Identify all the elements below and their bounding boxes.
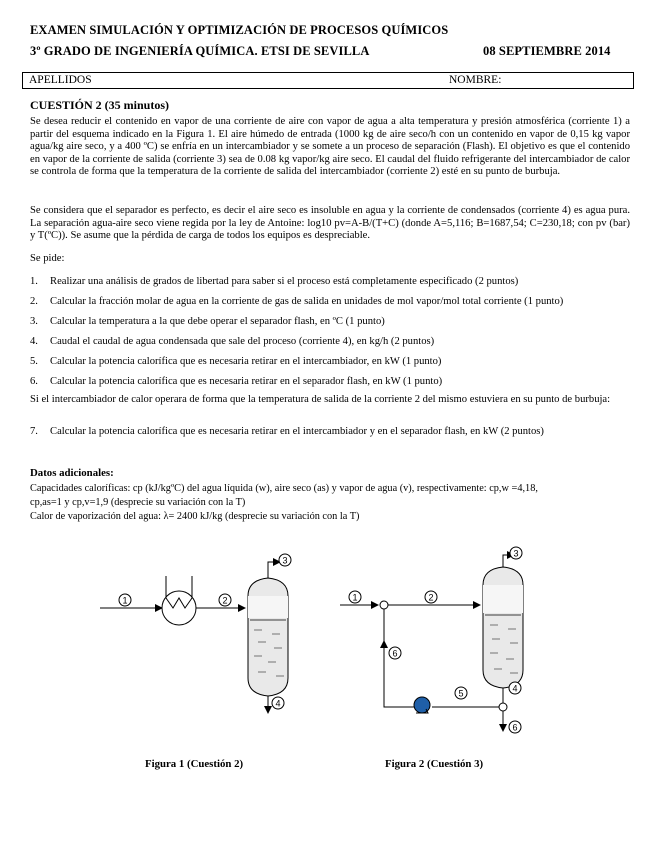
item-number: 3. <box>30 316 38 327</box>
list-item <box>30 426 630 439</box>
stream-label: 6 <box>392 648 398 659</box>
item-number: 6. <box>30 376 38 387</box>
question-title: CUESTIÓN 2 (35 minutos) <box>30 98 170 112</box>
stream-label: 4 <box>512 683 518 694</box>
item-text: Calcular la potencia calorífica que es necesaria retirar en el intercambiador y en el separador flash, en kW (2 puntos) <box>50 426 544 437</box>
list-item <box>30 316 630 329</box>
figure-1-diagram <box>100 548 300 718</box>
item-text: Calcular la potencia calorífica que es necesaria retirar en el intercambiador, en kW (1 punto) <box>50 356 442 367</box>
course-line: 3º GRADO DE INGENIERÍA QUÍMICA. ETSI DE SEVILLA <box>30 44 370 58</box>
mixer-node <box>380 601 388 609</box>
list-item <box>30 376 630 389</box>
stream-label: 2 <box>222 595 228 606</box>
cp-line-2: cp,as=1 y cp,v=1,9 (desprecie su variación con la T) <box>30 497 246 508</box>
name-box[interactable] <box>22 72 634 89</box>
flash-separator-icon <box>483 567 523 688</box>
stream-label: 1 <box>122 595 128 606</box>
item-number: 2. <box>30 296 38 307</box>
splitter-node <box>499 703 507 711</box>
question-paragraph-2: Se considera que el separador es perfecto, es decir el aire seco es insoluble en agua y la corriente de condensados (corriente 4) es agua pura. La separación agua-aire seco viene regida por la ley de Antoine: log10 pv=A-B/(T+C) (donde A=5,116; B=1687,54; C=230,18; con pv (bar) y T(ºC)). Se asume que la pérdida de carga de todos los equipos es despreciable. <box>30 205 630 242</box>
pump-icon <box>414 697 430 713</box>
list-item <box>30 356 630 369</box>
item-number: 7. <box>30 426 38 437</box>
surname-label: APELLIDOS <box>29 74 92 86</box>
item-text: Caudal el caudal de agua condensada que sale del proceso (corriente 4), en kg/h (2 puntos) <box>50 336 435 347</box>
item-number: 1. <box>30 276 38 287</box>
item-number: 5. <box>30 356 38 367</box>
figure-2-caption: Figura 2 (Cuestión 3) <box>385 758 484 770</box>
heat-exchanger-icon <box>162 576 196 625</box>
item-text: Calcular la temperatura a la que debe operar el separador flash, en ºC (1 punto) <box>50 316 385 327</box>
list-item <box>30 276 630 289</box>
stream-label: 3 <box>282 555 288 566</box>
stream-label: 1 <box>352 592 358 603</box>
stream-label: 6 <box>512 722 518 733</box>
figure-2-diagram <box>340 545 540 735</box>
exam-date: 08 SEPTIEMBRE 2014 <box>483 44 611 58</box>
exam-title: EXAMEN SIMULACIÓN Y OPTIMIZACIÓN DE PROCESOS QUÍMICOS <box>30 23 449 37</box>
stream-label: 5 <box>458 688 464 699</box>
cp-line-1: Capacidades caloríficas: cp (kJ/kgºC) del agua líquida (w), aire seco (as) y vapor de agua (v), respectivamente: cp,w =4,18, <box>30 483 538 494</box>
list-item <box>30 336 630 349</box>
list-item <box>30 296 630 309</box>
figure-1-caption: Figura 1 (Cuestión 2) <box>145 758 244 770</box>
item-text: Calcular la potencia calorífica que es necesaria retirar en el separador flash, en kW (1 punto) <box>50 376 443 387</box>
stream-label: 2 <box>428 592 434 603</box>
item-text: Realizar una análisis de grados de libertad para saber si el proceso está completamente especificado (2 puntos) <box>50 276 519 287</box>
additional-title: Datos adicionales: <box>30 467 114 479</box>
question-paragraph-1: Se desea reducir el contenido en vapor de una corriente de aire con vapor de agua a alta temperatura y presión atmosférica (corriente 1) a partir del esquema indicado en la Figura 1. El aire húmedo de entrada (1000 kg de aire seco/h con un contenido en vapor de 0,15 kg vapor agua/kg aire seco, y a 400 ºC) se enfría en un intercambiador y se somete a un proceso de separación (Flash). El objetivo es que el contenido en vapor de la corriente de salida (corriente 3) sea de 0.08 kg vapor/kg aire seco. El caudal del fluido refrigerante del intercambiador de calor se controla de forma que la temperatura de la corriente de salida del intercambiador (corriente 2) esté en su punto de burbuja. <box>30 116 630 178</box>
stream-label: 3 <box>513 548 519 559</box>
prompt-text: Se pide: <box>30 253 65 264</box>
flash-separator-icon <box>248 578 288 696</box>
latent-heat-line: Calor de vaporización del agua: λ= 2400 kJ/kg (desprecie su variación con la T) <box>30 511 360 522</box>
name-label: NOMBRE: <box>449 74 502 86</box>
question-paragraph-3: Si el intercambiador de calor operara de forma que la temperatura de salida de la corriente 2 del mismo estuviera en su punto de burbuja: <box>30 394 611 405</box>
item-text: Calcular la fracción molar de agua en la corriente de gas de salida en unidades de mol vapor/mol total corriente (1 punto) <box>50 296 564 307</box>
item-number: 4. <box>30 336 38 347</box>
stream-label: 4 <box>275 698 281 709</box>
